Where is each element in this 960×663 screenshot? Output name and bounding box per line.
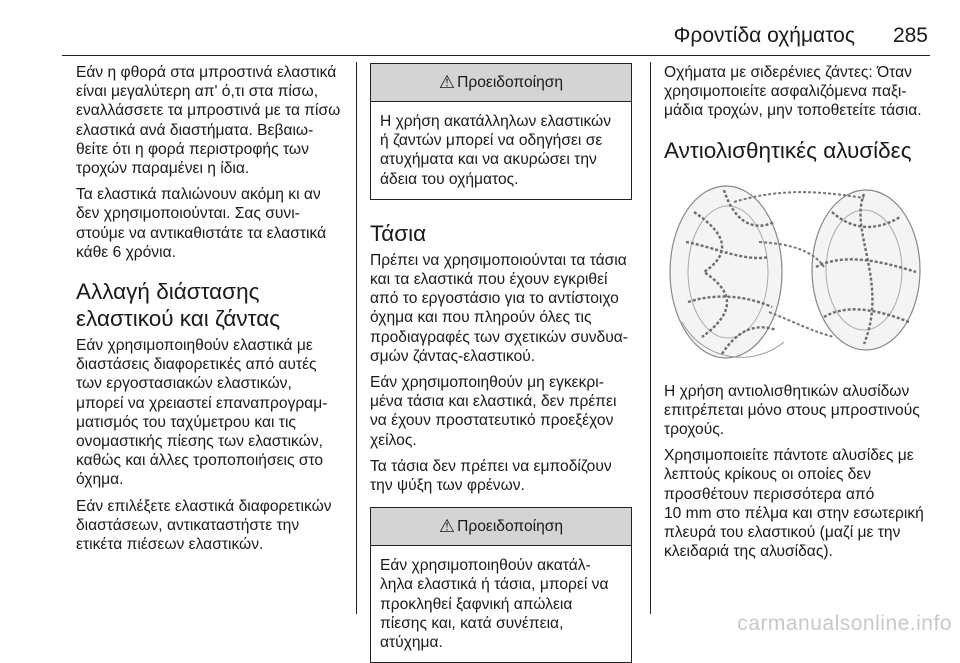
column-1 <box>76 63 344 561</box>
page-title: Φροντίδα οχήματος <box>673 24 855 47</box>
warning-title: Προειδοποίηση <box>457 73 564 91</box>
paragraph-brake-cooling: Τα τάσια δεν πρέπει να εμποδίζουν την ψύξη των φρένων. <box>370 457 612 495</box>
column-3 <box>664 63 934 568</box>
paragraph-front-wheels-only: Η χρήση αντιολισθητικών αλυσίδων επιτρέπεται μόνο στους μπροστινούς τροχούς. <box>664 382 920 439</box>
snow-chain-illustration <box>664 172 924 372</box>
snow-chain-icon <box>664 172 924 372</box>
watermark: carmanualsonline.info <box>737 612 952 635</box>
page-header <box>0 0 960 58</box>
warning-box <box>370 507 632 663</box>
paragraph-tire-aging: Τα ελαστικά παλιώνουν ακόμη κι αν δεν χρησιμοποιούνται. Σας συνι‐ στούμε να αντικαθιστάτε τα ελαστικά κάθε 6 χρόνια. <box>76 186 327 261</box>
warning-text: Η χρήση ακατάλληλων ελαστικών ή ζαντών μπορεί να οδηγήσει σε ατυχήματα και να ακυρώσει την άδεια του οχήματος. <box>380 113 612 188</box>
header-rule <box>62 55 930 56</box>
warning-title: Προειδοποίηση <box>457 518 564 536</box>
warning-header <box>371 64 631 102</box>
column-divider-1 <box>356 62 357 614</box>
paragraph-thin-links: Χρησιμοποιείτε πάντοτε αλυσίδες με λεπτούς κρίκους οι οποίες δεν προσθέτουν περισσότερα από 10 mm στο πέλμα και στην εσωτερική πλευρά του ελαστικού (μαζί με την κλειδαριά της αλυσίδας). <box>664 447 924 561</box>
warning-triangle-icon: ⚠ <box>438 516 456 537</box>
column-divider-2 <box>650 62 651 614</box>
section-heading-snow-chains: Αντιολισθητικές αλυσίδες <box>664 137 912 163</box>
section-heading-tire-size-change: Αλλαγή διάστασης ελαστικού και ζάντας <box>76 279 281 332</box>
section-heading-hubcaps: Τάσια <box>370 220 427 246</box>
paragraph-approved-hubcaps: Πρέπει να χρησιμοποιούνται τα τάσια και τα ελαστικά που έχουν εγκριθεί από το εργοστάσιο για το αντίστοιχο όχημα και που πληρούν όλες τις προδιαγραφές των σχετικών συνδυα‐ σμών ζάντας-ελαστικού. <box>370 251 628 365</box>
column-2 <box>370 63 638 663</box>
paragraph-unapproved-hubcaps: Εάν χρησιμοποιηθούν μη εγκεκρι‐ μένα τάσια και ελαστικά, δεν πρέπει να έχουν προστατευτικό προεξέχον χείλος. <box>370 374 617 449</box>
warning-header <box>371 508 631 546</box>
paragraph-steel-wheels: Οχήματα με σιδερένιες ζάντες: Όταν χρησιμοποιείτε ασφαλιζόμενα παξι‐ μάδια τροχών, μην τοποθετείτε τάσια. <box>664 64 922 120</box>
paragraph-different-size: Εάν χρησιμοποιηθούν ελαστικά με διαστάσεις διαφορετικές από αυτές των εργοστασιακών ελαστικών, μπορεί να χρειαστεί επαναπρογραμ‐ ματισμός του ταχύμετρου και τις ονομαστικής πίεσης των ελαστικών, καθώς και άλλες τροποποιήσεις στο όχημα. <box>76 337 328 489</box>
page-number: 285 <box>892 24 928 47</box>
paragraph-tire-rotation: Εάν η φθορά στα μπροστινά ελαστικά είναι μεγαλύτερη απ' ό,τι στα πίσω, εναλλάσσετε τα μπροστινά με τα πίσω ελαστικά ανά διαστήματα. Βεβαιω‐ θείτε ότι η φορά περιστροφής των τροχών παραμένει η ίδια. <box>76 64 341 178</box>
warning-text: Εάν χρησιμοποιηθούν ακατάλ‐ ληλα ελαστικά ή τάσια, μπορεί να προκληθεί ξαφνική απώλεια πίεσης και, κατά συνέπεια, ατύχημα. <box>380 557 609 652</box>
warning-box <box>370 63 632 200</box>
warning-triangle-icon: ⚠ <box>438 71 456 92</box>
paragraph-pressure-label: Εάν επιλέξετε ελαστικά διαφορετικών διαστάσεων, αντικαταστήστε την ετικέτα πιέσεων ελαστικών. <box>76 497 332 554</box>
